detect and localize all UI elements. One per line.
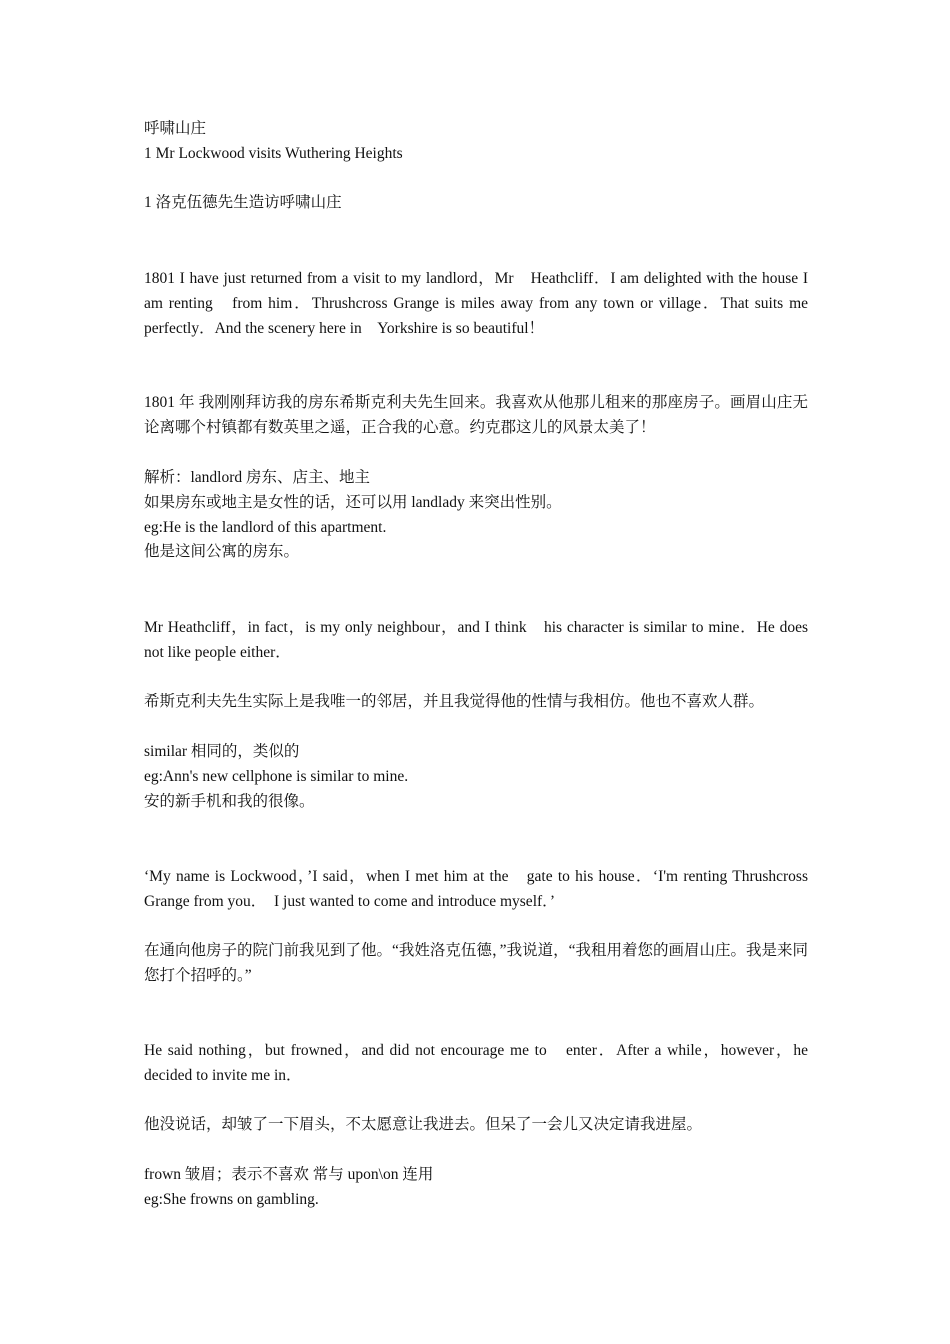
section-1-example-translation: 他是这间公寓的房东。 [144,543,300,560]
section-3-english: ‘My name is Lockwood，’I said，when I met him at the gate to his house．‘I'm renting Thrushcross Grange from you． I just wanted to come and introduce myself．’ [144,868,808,910]
section-1-note: 解析：landlord 房东、店主、地主 [144,469,371,486]
section-1-chinese: 1801 年 我刚刚拜访我的房东希斯克利夫先生回来。我喜欢从他那儿租来的那座房子。画眉山庄无论离哪个村镇都有数英里之遥，正合我的心意。约克郡这儿的风景太美了！ [144,394,808,436]
chapter-title-chinese: 1 洛克伍德先生造访呼啸山庄 [144,194,342,211]
section-1-example: eg:He is the landlord of this apartment. [144,519,387,536]
section-4-chinese: 他没说话，却皱了一下眉头，不太愿意让我进去。但呆了一会儿又决定请我进屋。 [144,1116,703,1133]
section-1-note: 如果房东或地主是女性的话，还可以用 landlady 来突出性别。 [144,494,562,511]
section-2-english: Mr Heathcliff，in fact，is my only neighbour，and I think his character is similar to mine．He does not like people either． [144,619,808,661]
section-4-english: He said nothing，but frowned，and did not encourage me to enter．After a while，however，he decided to invite me in． [144,1042,808,1084]
section-4-example: eg:She frowns on gambling. [144,1191,319,1208]
section-2-example: eg:Ann's new cellphone is similar to mine. [144,768,409,785]
document-title: 呼啸山庄 [144,120,207,137]
section-2-note: similar 相同的，类似的 [144,743,300,760]
section-4-note: frown 皱眉；表示不喜欢 常与 upon\on 连用 [144,1166,434,1183]
section-2-example-translation: 安的新手机和我的很像。 [144,793,315,810]
section-2-chinese: 希斯克利夫先生实际上是我唯一的邻居，并且我觉得他的性情与我相仿。他也不喜欢人群。 [144,693,765,710]
section-1-english: 1801 I have just returned from a visit to my landlord，Mr Heathcliff．I am delighted with the house I am renting from him．Thrushcross Grange is miles away from any town or village．That suits me perfectly．And the scenery here in Yorkshire is so beautiful！ [144,270,808,337]
chapter-title-english: 1 Mr Lockwood visits Wuthering Heights [144,145,403,162]
section-3-chinese: 在通向他房子的院门前我见到了他。“我姓洛克伍德，”我说道，“我租用着您的画眉山庄。我是来同您打个招呼的。” [144,942,808,984]
